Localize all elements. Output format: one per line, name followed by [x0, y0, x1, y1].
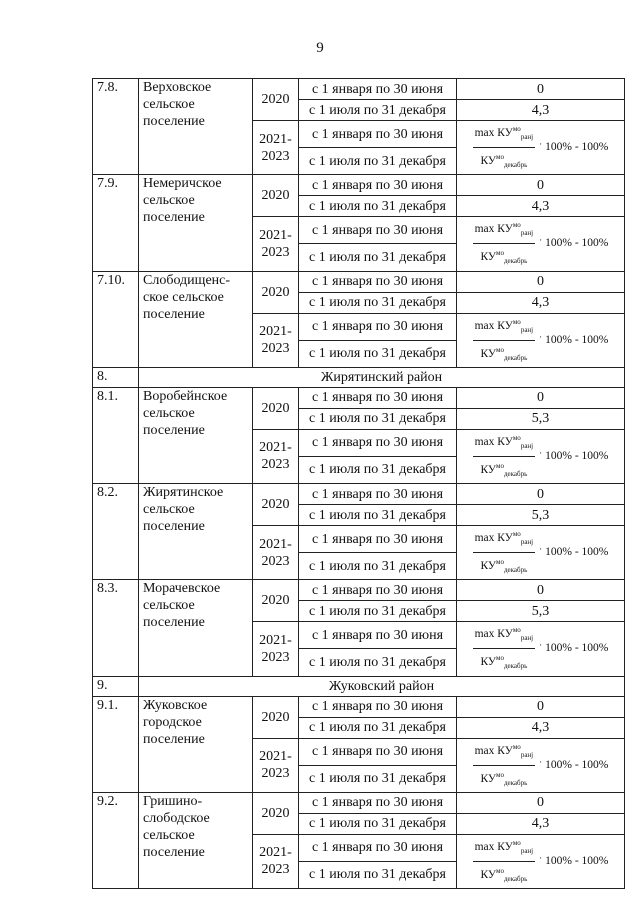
formula-denominator	[480, 457, 527, 483]
year-range	[253, 313, 299, 367]
year-range-part: 2023	[261, 244, 290, 260]
period-first-half: с 1 января по 30 июня	[299, 387, 457, 408]
formula-numerator	[473, 526, 536, 553]
value-second-half: 4,3	[457, 196, 625, 217]
formula-expression: 100% - 100%	[545, 237, 609, 250]
row-number: 9.	[93, 676, 139, 696]
formula-numerator	[473, 430, 536, 457]
formula	[461, 314, 620, 367]
formula	[461, 622, 620, 675]
formula-numerator	[473, 835, 536, 862]
row-number: 7.9.	[93, 175, 139, 271]
formula-max: max КУ	[474, 223, 513, 236]
period-second-half: с 1 июля по 31 декабря	[299, 717, 457, 738]
formula-den-text: КУ	[480, 772, 497, 785]
formula-fraction	[473, 217, 536, 270]
formula-den-sup: мо	[496, 654, 504, 663]
formula-expression: 100% - 100%	[545, 546, 609, 559]
formula-times: ·	[539, 447, 543, 458]
table-row	[93, 79, 625, 100]
formula-max: max КУ	[474, 126, 513, 139]
period-second-half: с 1 июля по 31 декабря	[299, 196, 457, 217]
formula-sup: мо	[512, 125, 521, 133]
period-first-half: с 1 января по 30 июня	[299, 696, 457, 717]
formula-den-sub: декабрь	[503, 875, 528, 883]
year-range	[253, 738, 299, 792]
formula-max: max КУ	[474, 435, 513, 448]
table-row	[93, 387, 625, 408]
value-first-half: 0	[457, 580, 625, 601]
formula-numerator	[473, 217, 536, 244]
formula-fraction	[473, 835, 536, 888]
formula-numerator	[473, 622, 536, 649]
period-second-half: с 1 июля по 31 декабря	[299, 340, 457, 367]
formula-sup: мо	[512, 221, 521, 230]
period-second-half: с 1 июля по 31 декабря	[299, 601, 457, 622]
formula-cell	[457, 429, 625, 483]
formula-sup: мо	[512, 433, 521, 442]
year-range	[253, 834, 299, 888]
year-range-part: 2023	[261, 649, 290, 665]
settlement-name: Жуковское городское поселение	[139, 696, 253, 792]
formula-times: ·	[539, 139, 543, 150]
year-range-part: 2021-	[259, 324, 292, 340]
formula-times: ·	[539, 756, 543, 767]
formula	[461, 430, 620, 483]
formula-times: ·	[539, 544, 543, 555]
year-2020: 2020	[253, 792, 299, 834]
period-first-half: с 1 января по 30 июня	[299, 175, 457, 196]
formula-sub: ранj	[520, 325, 534, 334]
formula-sup: мо	[512, 530, 521, 538]
value-second-half: 4,3	[457, 100, 625, 121]
formula-den-sup: мо	[496, 866, 504, 875]
year-range-part: 2023	[261, 148, 290, 164]
year-range-part: 2021-	[259, 536, 292, 552]
formula-den-sup: мо	[496, 770, 504, 779]
formula-den-text: КУ	[480, 559, 497, 572]
value-second-half: 4,3	[457, 717, 625, 738]
formula-den-sup: мо	[496, 249, 504, 258]
formula-numerator	[473, 314, 536, 341]
formula-denominator	[480, 148, 527, 174]
formula	[461, 526, 620, 579]
settlement-name: Слободищенс-ское сельское поселение	[139, 271, 253, 367]
formula-denominator	[480, 862, 527, 888]
formula-sub: ранj	[520, 229, 534, 238]
year-range-part: 2021-	[259, 131, 292, 147]
year-range-part: 2021-	[259, 632, 292, 648]
district-name: Жуковский район	[139, 676, 625, 696]
table-row	[93, 792, 625, 813]
year-2020: 2020	[253, 484, 299, 526]
formula-sub: ранj	[520, 441, 534, 450]
formula-den-text: КУ	[480, 868, 497, 881]
period-first-half: с 1 января по 30 июня	[299, 79, 457, 100]
row-number: 8.1.	[93, 387, 139, 483]
formula-den-sup: мо	[496, 153, 504, 162]
table-row	[93, 175, 625, 196]
period-first-half: с 1 января по 30 июня	[299, 738, 457, 765]
value-second-half: 5,3	[457, 408, 625, 429]
period-first-half: с 1 января по 30 июня	[299, 121, 457, 148]
period-second-half: с 1 июля по 31 декабря	[299, 765, 457, 792]
formula-cell	[457, 834, 625, 888]
value-first-half: 0	[457, 792, 625, 813]
period-first-half: с 1 января по 30 июня	[299, 834, 457, 861]
year-range-part: 2023	[261, 457, 290, 473]
formula-max: max КУ	[474, 531, 513, 544]
period-first-half: с 1 января по 30 июня	[299, 429, 457, 456]
year-2020: 2020	[253, 580, 299, 622]
formula-expression: 100% - 100%	[545, 333, 609, 346]
value-first-half: 0	[457, 175, 625, 196]
district-name: Жирятинский район	[139, 367, 625, 387]
formula-den-sup: мо	[496, 461, 504, 470]
settlement-name: Верховское сельское поселение	[139, 79, 253, 175]
year-range-part: 2023	[261, 341, 290, 357]
period-first-half: с 1 января по 30 июня	[299, 484, 457, 505]
settlement-name: Немеричское сельское поселение	[139, 175, 253, 271]
formula-sub: ранj	[520, 538, 534, 547]
period-second-half: с 1 июля по 31 декабря	[299, 813, 457, 834]
formula-fraction	[473, 430, 536, 483]
period-second-half: с 1 июля по 31 декабря	[299, 649, 457, 676]
period-second-half: с 1 июля по 31 декабря	[299, 244, 457, 271]
formula-max: max КУ	[474, 628, 513, 641]
period-first-half: с 1 января по 30 июня	[299, 792, 457, 813]
formula-den-sub: декабрь	[503, 566, 528, 575]
formula-fraction	[473, 121, 536, 174]
period-first-half: с 1 января по 30 июня	[299, 313, 457, 340]
year-2020: 2020	[253, 696, 299, 738]
row-number: 7.8.	[93, 79, 139, 175]
year-range-part: 2021-	[259, 227, 292, 243]
formula-denominator	[480, 341, 527, 367]
formula-cell	[457, 121, 625, 175]
value-second-half: 5,3	[457, 505, 625, 526]
table-row	[93, 271, 625, 292]
period-second-half: с 1 июля по 31 декабря	[299, 148, 457, 175]
formula-denominator	[480, 649, 527, 675]
formula-times: ·	[539, 331, 543, 342]
formula-denominator	[480, 766, 527, 792]
formula-expression: 100% - 100%	[545, 642, 609, 655]
year-range-part: 2023	[261, 553, 290, 569]
formula	[461, 217, 620, 270]
period-second-half: с 1 июля по 31 декабря	[299, 408, 457, 429]
year-range-part: 2023	[261, 766, 290, 782]
formula-fraction	[473, 526, 536, 579]
formula-sub: ранj	[520, 634, 534, 643]
formula-max: max КУ	[474, 319, 513, 332]
value-first-half: 0	[457, 387, 625, 408]
row-number: 9.2.	[93, 792, 139, 888]
period-first-half: с 1 января по 30 июня	[299, 580, 457, 601]
year-range-part: 2021-	[259, 749, 292, 765]
formula-sub: ранj	[520, 846, 534, 855]
formula-den-sub: декабрь	[503, 470, 528, 478]
year-2020: 2020	[253, 271, 299, 313]
formula-sub: ранj	[520, 750, 534, 759]
formula-denominator	[480, 244, 527, 270]
formula-fraction	[473, 739, 536, 792]
formula-expression: 100% - 100%	[545, 758, 609, 771]
formula-den-sub: декабрь	[503, 662, 528, 671]
period-second-half: с 1 июля по 31 декабря	[299, 553, 457, 580]
formula-expression: 100% - 100%	[545, 449, 609, 462]
formula-max: max КУ	[474, 840, 513, 853]
formula-cell	[457, 738, 625, 792]
period-first-half: с 1 января по 30 июня	[299, 217, 457, 244]
year-range-part: 2021-	[259, 845, 292, 861]
formula	[461, 739, 620, 792]
tariff-table-body	[93, 79, 625, 889]
formula-expression: 100% - 100%	[545, 141, 609, 154]
formula-den-sub: декабрь	[503, 257, 528, 266]
year-range	[253, 526, 299, 580]
year-2020: 2020	[253, 387, 299, 429]
row-number: 7.10.	[93, 271, 139, 367]
year-range	[253, 217, 299, 271]
settlement-name: Морачевское сельское поселение	[139, 580, 253, 676]
period-first-half: с 1 января по 30 июня	[299, 526, 457, 553]
formula-sup: мо	[512, 742, 521, 751]
formula-expression: 100% - 100%	[545, 854, 609, 867]
formula-sup: мо	[512, 317, 521, 326]
table-row	[93, 484, 625, 505]
value-first-half: 0	[457, 484, 625, 505]
period-first-half: с 1 января по 30 июня	[299, 622, 457, 649]
formula-sub: ранj	[520, 133, 534, 142]
period-second-half: с 1 июля по 31 декабря	[299, 456, 457, 483]
value-second-half: 5,3	[457, 601, 625, 622]
formula-denominator	[480, 553, 527, 579]
formula-times: ·	[539, 852, 543, 863]
row-number: 8.3.	[93, 580, 139, 676]
formula	[461, 121, 620, 174]
period-second-half: с 1 июля по 31 декабря	[299, 292, 457, 313]
row-number: 8.	[93, 367, 139, 387]
year-range-part: 2021-	[259, 440, 292, 456]
formula-den-sub: декабрь	[503, 778, 528, 787]
formula-den-text: КУ	[480, 463, 497, 476]
formula-den-sub: декабрь	[503, 161, 528, 170]
formula-times: ·	[539, 235, 543, 246]
year-range	[253, 622, 299, 676]
formula-den-text: КУ	[480, 154, 497, 167]
value-second-half: 4,3	[457, 292, 625, 313]
formula-times: ·	[539, 640, 543, 651]
formula-sup: мо	[512, 626, 521, 635]
period-first-half: с 1 января по 30 июня	[299, 271, 457, 292]
value-first-half: 0	[457, 696, 625, 717]
year-2020: 2020	[253, 79, 299, 121]
formula-numerator	[473, 739, 536, 766]
page-number: 9	[316, 40, 324, 56]
formula-sup: мо	[512, 838, 521, 847]
formula-den-sup: мо	[496, 345, 504, 354]
district-row	[93, 367, 625, 387]
year-range	[253, 121, 299, 175]
formula-den-sub: декабрь	[503, 353, 528, 362]
settlement-name: Гришино-слободское сельское поселение	[139, 792, 253, 888]
formula-cell	[457, 622, 625, 676]
formula-den-text: КУ	[480, 347, 497, 360]
row-number: 8.2.	[93, 484, 139, 580]
tariff-table	[92, 78, 625, 889]
formula-den-text: КУ	[480, 251, 497, 264]
district-row	[93, 676, 625, 696]
formula	[461, 835, 620, 888]
formula-cell	[457, 526, 625, 580]
table-row	[93, 580, 625, 601]
row-number: 9.1.	[93, 696, 139, 792]
settlement-name: Воробейнское сельское поселение	[139, 387, 253, 483]
formula-cell	[457, 217, 625, 271]
formula-fraction	[473, 314, 536, 367]
period-second-half: с 1 июля по 31 декабря	[299, 505, 457, 526]
value-first-half: 0	[457, 271, 625, 292]
value-second-half: 4,3	[457, 813, 625, 834]
formula-max: max КУ	[474, 744, 513, 757]
formula-cell	[457, 313, 625, 367]
year-range	[253, 429, 299, 483]
year-range-part: 2023	[261, 862, 290, 878]
settlement-name: Жирятинское сельское поселение	[139, 484, 253, 580]
table-row	[93, 696, 625, 717]
value-first-half: 0	[457, 79, 625, 100]
formula-den-text: КУ	[480, 656, 497, 669]
formula-numerator	[473, 121, 536, 148]
period-second-half: с 1 июля по 31 декабря	[299, 861, 457, 888]
formula-den-sup: мо	[496, 558, 504, 567]
formula-fraction	[473, 622, 536, 675]
year-2020: 2020	[253, 175, 299, 217]
period-second-half: с 1 июля по 31 декабря	[299, 100, 457, 121]
